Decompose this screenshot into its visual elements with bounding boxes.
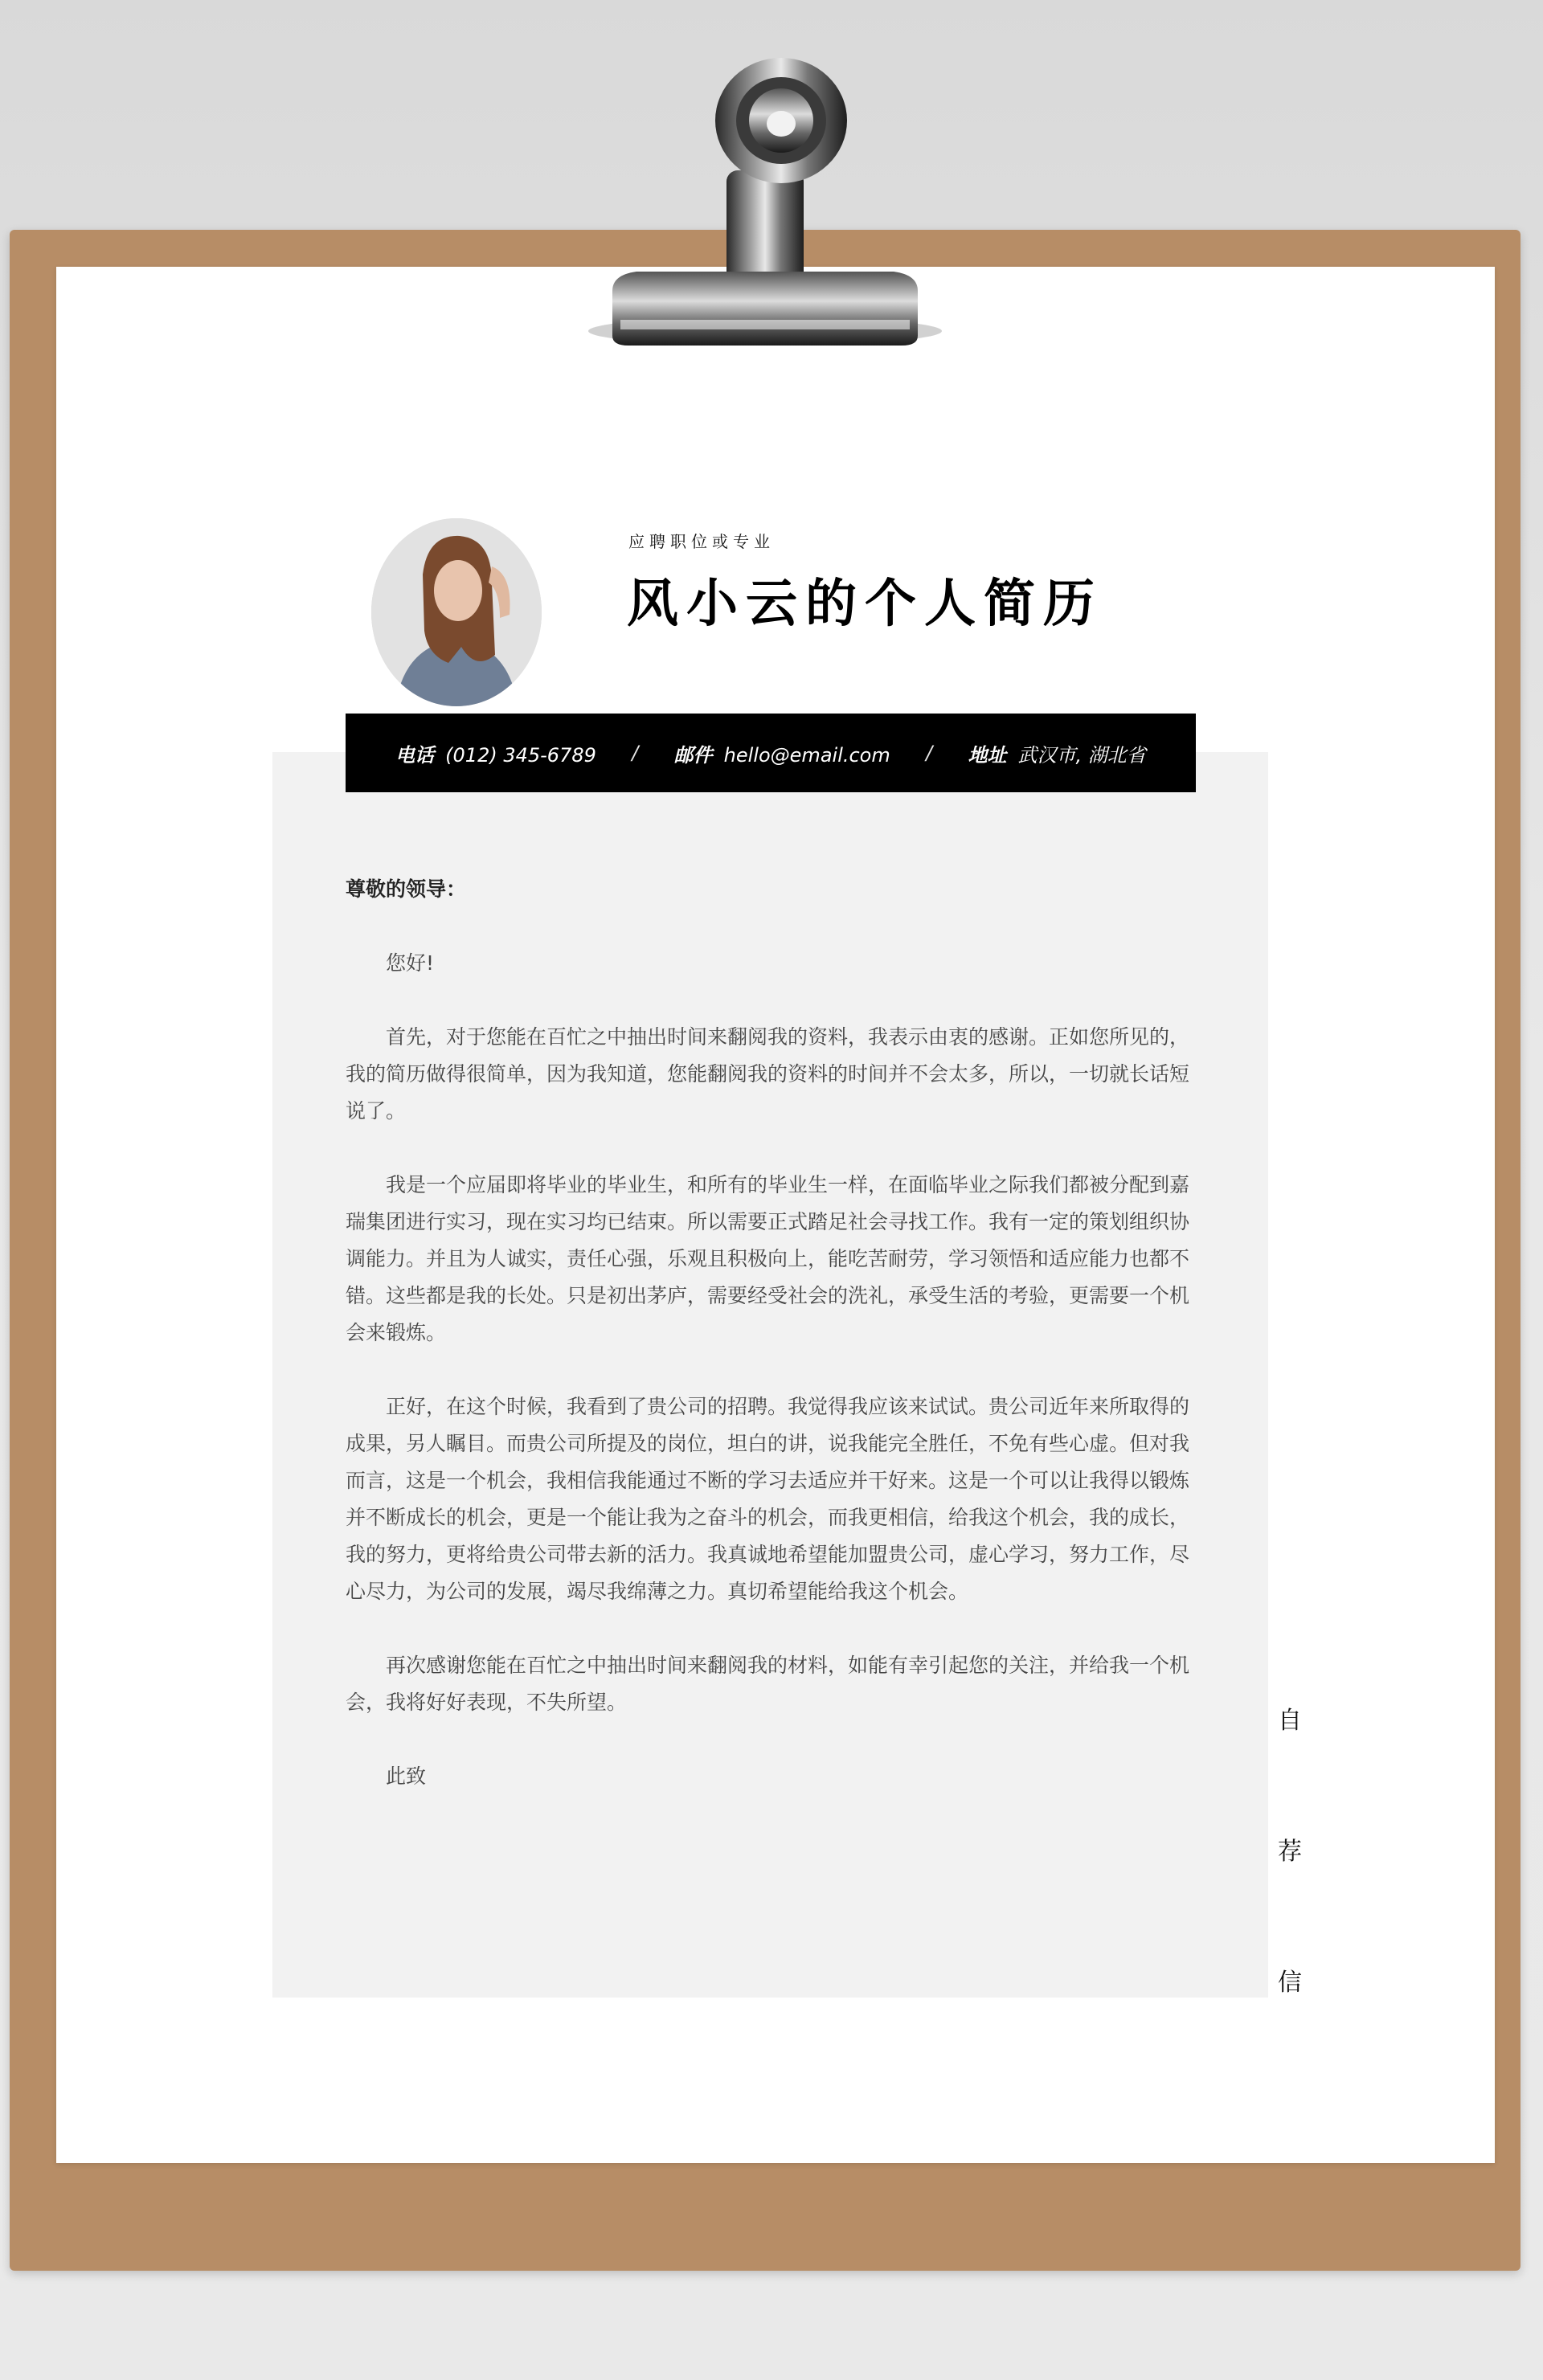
contact-separator: / (632, 742, 639, 764)
page-title: 风小云的个人简历 (627, 575, 1103, 634)
letter-paragraph: 再次感谢您能在百忙之中抽出时间来翻阅我的材料，如能有幸引起您的关注，并给我一个机会，我将好好表现，不失所望。 (346, 1654, 1190, 1714)
contact-address (968, 739, 1146, 767)
binder-clip-icon (580, 50, 950, 355)
position-subtitle: 应聘职位或专业 (628, 532, 775, 551)
contact-email (674, 739, 890, 767)
letter-paragraph: 您好! (386, 951, 435, 975)
contact-phone (395, 739, 596, 767)
contact-bar (346, 714, 1196, 792)
vertical-section-label (1276, 1700, 1304, 1998)
side-label-char: 荐 (1278, 1838, 1302, 1866)
letter-paragraph: 我是一个应届即将毕业的毕业生，和所有的毕业生一样，在面临毕业之际我们都被分配到嘉瑞集团进行实习，现在实习均已结束。所以需要正式踏足社会寻找工作。我有一定的策划组织协调能力。并且为人诚实，责任心强，乐观且积极向上，能吃苦耐劳，学习领悟和适应能力也都不错。这些都是我的长处。只是初出茅庐，需要经受社会的洗礼，承受生活的考验，更需要一个机会来锻炼。 (346, 1173, 1190, 1344)
contact-separator: / (926, 742, 933, 764)
contact-address-label: 地址 (968, 743, 1007, 767)
contact-email-label: 邮件 (673, 743, 713, 767)
cover-letter (346, 871, 1199, 1832)
avatar (371, 518, 542, 706)
person-photo-icon (371, 518, 542, 706)
contact-email-value: hello@email.com (723, 743, 890, 767)
contact-phone-label: 电话 (395, 743, 435, 767)
side-label-char: 信 (1278, 1969, 1302, 1997)
contact-address-value: 武汉市, 湖北省 (1017, 743, 1146, 767)
letter-closing: 此致 (386, 1765, 427, 1788)
letter-paragraph: 首先，对于您能在百忙之中抽出时间来翻阅我的资料，我表示由衷的感谢。正如您所见的，我的简历做得很简单，因为我知道，您能翻阅我的资料的时间并不会太多，所以，一切就长话短说了。 (346, 1025, 1190, 1123)
side-label-char: 自 (1278, 1707, 1302, 1735)
contact-phone-value: (012) 345-6789 (445, 743, 596, 767)
letter-salutation: 尊敬的领导： (346, 877, 467, 901)
letter-paragraph: 正好，在这个时候，我看到了贵公司的招聘。我觉得我应该来试试。贵公司近年来所取得的成果，另人瞩目。而贵公司所提及的岗位，坦白的讲，说我能完全胜任，不免有些心虚。但对我而言，这是一个机会，我相信我能通过不断的学习去适应并干好来。这是一个可以让我得以锻炼并不断成长的机会，更是一个能让我为之奋斗的机会，而我更相信，给我这个机会，我的成长，我的努力，更将给贵公司带去新的活力。我真诚地希望能加盟贵公司，虚心学习，努力工作，尽心尽力，为公司的发展，竭尽我绵薄之力。真切希望能给我这个机会。 (346, 1395, 1190, 1603)
